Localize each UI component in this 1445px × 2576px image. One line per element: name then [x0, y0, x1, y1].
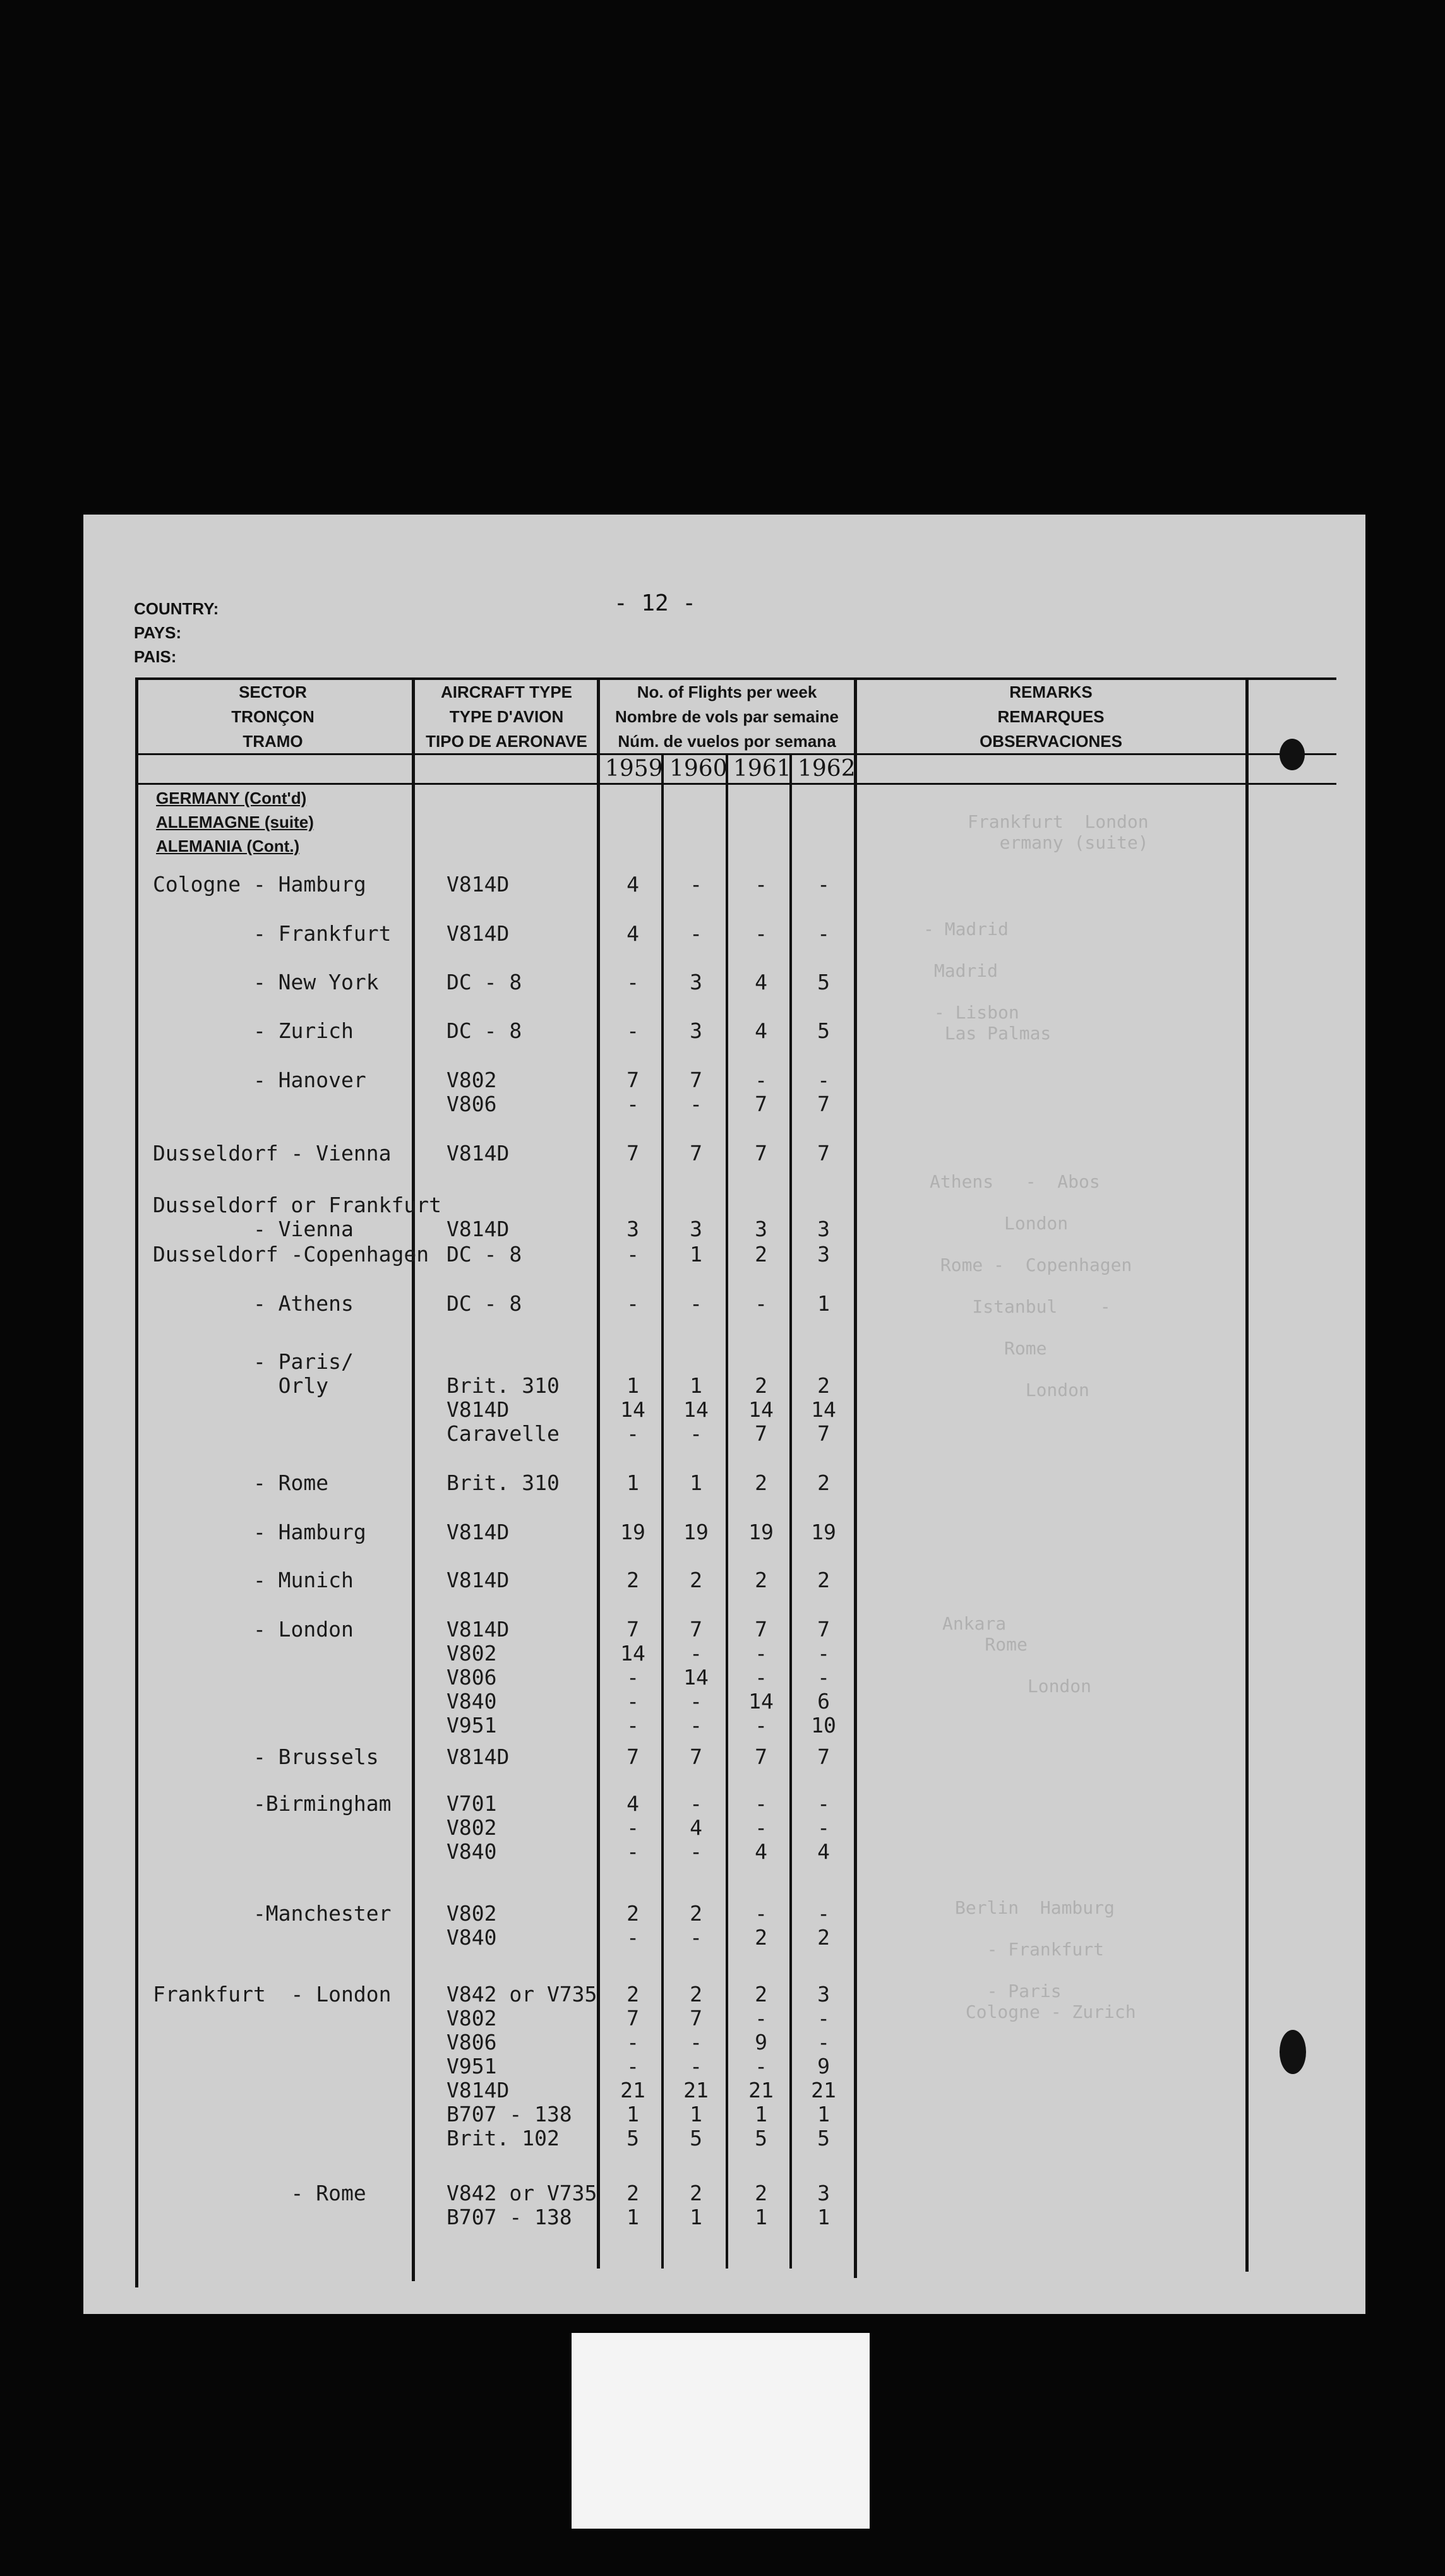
- flights-1961-cell: 2: [755, 1925, 767, 1950]
- bleed-through-text: Berlin Hamburg - Frankfurt - Paris Cologne - Zurich: [955, 1897, 1136, 2022]
- aircraft-header-en: AIRCRAFT TYPE: [441, 683, 572, 701]
- flights-1959-cell: 7: [627, 2006, 639, 2030]
- sector-text: - Rome: [153, 2181, 366, 2205]
- year-1962: 1962: [798, 756, 856, 782]
- sector-text: Dusseldorf - Vienna: [153, 1141, 392, 1166]
- flights-1962-cell: 4: [817, 1839, 830, 1864]
- flights-1960-cell: 7: [690, 1068, 702, 1092]
- aircraft-cell: V806: [447, 1092, 497, 1116]
- flights-1962-cell: 3: [817, 1242, 830, 1267]
- aircraft-header-es: TIPO DE AERONAVE: [426, 732, 587, 751]
- flights-1962-cell: 5: [817, 970, 830, 994]
- flights-1961-cell: -: [755, 1068, 767, 1092]
- sector-text: Cologne - Hamburg: [153, 872, 366, 897]
- flights-1961-cell: 4: [755, 1839, 767, 1864]
- flights-1962-cell: 9: [817, 2054, 830, 2078]
- sector-cell: [153, 1292, 354, 1316]
- flights-1960-cell: 14: [683, 1665, 709, 1690]
- flights-1961-cell: -: [755, 1713, 767, 1738]
- sector-cell: [153, 1792, 392, 1816]
- flights-1959-cell: 1: [627, 1470, 639, 1495]
- flights-1959-cell: -: [627, 1839, 639, 1864]
- sector-text: - Frankfurt: [153, 921, 392, 946]
- sector-text: - New York: [153, 970, 379, 994]
- flights-header-es: Núm. de vuelos por semana: [618, 732, 836, 751]
- flights-1961-cell: -: [755, 1815, 767, 1840]
- country-heading-fr: ALLEMAGNE (suite): [156, 813, 314, 832]
- flights-1960-cell: 7: [690, 2006, 702, 2030]
- country-heading: [156, 786, 314, 858]
- aircraft-header: [414, 680, 599, 754]
- col-1959-divider: [661, 753, 664, 2269]
- flights-1959-cell: 3: [627, 1217, 639, 1241]
- flights-1960-cell: 4: [690, 1815, 702, 1840]
- flights-1959-cell: -: [627, 2054, 639, 2078]
- flights-1961-cell: 2: [755, 1242, 767, 1267]
- aircraft-cell: Caravelle: [447, 1421, 560, 1446]
- col-1961-divider: [789, 753, 792, 2269]
- flights-1961-cell: 7: [755, 1092, 767, 1116]
- remarks-header-es: OBSERVACIONES: [980, 732, 1122, 751]
- aircraft-cell: DC - 8: [447, 970, 522, 994]
- flights-1959-cell: 19: [620, 1520, 645, 1544]
- flights-1962-cell: 3: [817, 2181, 830, 2205]
- aircraft-cell: V802: [447, 1815, 497, 1840]
- flights-1962-cell: -: [817, 2030, 830, 2054]
- flights-1959-cell: 1: [627, 2205, 639, 2229]
- aircraft-cell: V814D: [447, 1397, 510, 1422]
- flights-1961-cell: 19: [748, 1520, 774, 1544]
- sector-cell: [153, 873, 366, 897]
- flights-1960-cell: 5: [690, 2126, 702, 2150]
- flights-1959-cell: 1: [627, 1373, 639, 1398]
- flights-1962-cell: -: [817, 1901, 830, 1926]
- aircraft-cell: V802: [447, 1641, 497, 1666]
- flights-1961-cell: 1: [755, 2102, 767, 2126]
- flights-1960-cell: 1: [690, 1470, 702, 1495]
- flights-1962-cell: 5: [817, 2126, 830, 2150]
- sector-text: - Hamburg: [153, 1520, 366, 1544]
- flights-1961-cell: -: [755, 1641, 767, 1666]
- aircraft-cell: V814D: [447, 1217, 510, 1241]
- aircraft-cell: V951: [447, 1713, 497, 1738]
- flights-1961-cell: 14: [748, 1689, 774, 1714]
- pays-label: PAYS:: [134, 623, 182, 642]
- sector-cell: [153, 1471, 328, 1495]
- flights-divider: [854, 677, 857, 2278]
- flights-1962-cell: 2: [817, 1568, 830, 1592]
- hole-punch: [1280, 2030, 1306, 2074]
- flights-1961-cell: -: [755, 2054, 767, 2078]
- sector-cell: [153, 1243, 429, 1267]
- flights-1960-cell: -: [690, 1421, 702, 1446]
- flights-1962-cell: 6: [817, 1689, 830, 1714]
- aircraft-cell: V842 or V735: [447, 2181, 597, 2205]
- flights-1960-cell: 1: [690, 1373, 702, 1398]
- flights-1962-cell: 10: [811, 1713, 836, 1738]
- flights-1962-cell: 2: [817, 1373, 830, 1398]
- sector-text: - Munich: [153, 1568, 354, 1592]
- flights-1960-cell: -: [690, 1791, 702, 1816]
- flights-1961-cell: 2: [755, 2181, 767, 2205]
- flights-1962-cell: 1: [817, 2102, 830, 2126]
- aircraft-cell: V842 or V735: [447, 1982, 597, 2007]
- sector-text: - London: [153, 1617, 354, 1642]
- flights-1961-cell: 1: [755, 2205, 767, 2229]
- flights-1960-cell: -: [690, 2030, 702, 2054]
- sector-cell: [153, 1520, 366, 1544]
- sector-header-en: SECTOR: [239, 683, 307, 701]
- flights-1959-cell: 2: [627, 1901, 639, 1926]
- aircraft-cell: DC - 8: [447, 1018, 522, 1043]
- flights-1959-cell: -: [627, 1925, 639, 1950]
- flights-1959-cell: -: [627, 1815, 639, 1840]
- flights-1960-cell: 3: [690, 1018, 702, 1043]
- flights-1959-cell: -: [627, 1018, 639, 1043]
- flights-1962-cell: 14: [811, 1397, 836, 1422]
- sector-text: -Manchester: [153, 1901, 392, 1926]
- flights-1960-cell: 1: [690, 1242, 702, 1267]
- flights-1959-cell: -: [627, 2030, 639, 2054]
- sector-text: - Paris/: [153, 1349, 354, 1374]
- flights-1962-cell: -: [817, 1791, 830, 1816]
- flights-1960-cell: 1: [690, 2102, 702, 2126]
- white-card: [572, 2333, 870, 2529]
- flights-1959-cell: 2: [627, 1982, 639, 2007]
- sector-cell: [153, 1745, 379, 1769]
- aircraft-cell: V806: [447, 1665, 497, 1690]
- flights-1962-cell: 7: [817, 1744, 830, 1769]
- sector-text: - Zurich: [153, 1018, 354, 1043]
- sector-text: - Vienna: [153, 1217, 354, 1241]
- flights-1959-cell: 4: [627, 872, 639, 897]
- sector-cell: [153, 1142, 392, 1166]
- country-label: COUNTRY:: [134, 599, 219, 618]
- flights-1962-cell: 1: [817, 2205, 830, 2229]
- flights-1961-cell: -: [755, 2006, 767, 2030]
- sector-cell: [153, 2181, 366, 2205]
- flights-1961-cell: 5: [755, 2126, 767, 2150]
- flights-1962-cell: -: [817, 872, 830, 897]
- flights-1960-cell: 21: [683, 2078, 709, 2102]
- aircraft-cell: B707 - 138: [447, 2205, 572, 2229]
- sector-cell: [153, 1068, 366, 1092]
- flights-1960-cell: -: [690, 1291, 702, 1316]
- country-heading-es: ALEMANIA (Cont.): [156, 837, 300, 856]
- sector-cell: [153, 1019, 354, 1043]
- bleed-through-text: Frankfurt London ermany (suite): [968, 811, 1149, 853]
- flights-1959-cell: 7: [627, 1068, 639, 1092]
- flights-1959-cell: -: [627, 1689, 639, 1714]
- flights-1960-cell: -: [690, 1641, 702, 1666]
- flights-1960-cell: -: [690, 872, 702, 897]
- flights-1959-cell: -: [627, 1242, 639, 1267]
- sector-text: - Rome: [153, 1470, 329, 1495]
- document-page: [83, 515, 1365, 2314]
- aircraft-cell: V802: [447, 2006, 497, 2030]
- aircraft-cell: V701: [447, 1791, 497, 1816]
- aircraft-header-fr: TYPE D'AVION: [449, 707, 564, 726]
- flights-1960-cell: -: [690, 1925, 702, 1950]
- pais-label: PAIS:: [134, 647, 177, 666]
- flights-header-fr: Nombre de vols par semaine: [615, 707, 839, 726]
- aircraft-cell: DC - 8: [447, 1242, 522, 1267]
- flights-1959-cell: 7: [627, 1617, 639, 1642]
- aircraft-cell: V814D: [447, 1520, 510, 1544]
- flights-1960-cell: -: [690, 1713, 702, 1738]
- flights-1961-cell: 2: [755, 1982, 767, 2007]
- flights-1962-cell: 7: [817, 1141, 830, 1166]
- aircraft-cell: V814D: [447, 1141, 510, 1166]
- aircraft-cell: V840: [447, 1925, 497, 1950]
- flights-1962-cell: 3: [817, 1217, 830, 1241]
- aircraft-cell: V814D: [447, 921, 510, 946]
- flights-1959-cell: -: [627, 1092, 639, 1116]
- sector-text: Frankfurt - London: [153, 1982, 392, 2007]
- aircraft-cell: DC - 8: [447, 1291, 522, 1316]
- flights-1961-cell: 9: [755, 2030, 767, 2054]
- flights-1961-cell: -: [755, 1291, 767, 1316]
- flights-1961-cell: 2: [755, 1373, 767, 1398]
- flights-1961-cell: 3: [755, 1217, 767, 1241]
- flights-1960-cell: 2: [690, 2181, 702, 2205]
- flights-1962-cell: 19: [811, 1520, 836, 1544]
- flights-1959-cell: 7: [627, 1744, 639, 1769]
- flights-1962-cell: -: [817, 2006, 830, 2030]
- flights-1961-cell: -: [755, 1901, 767, 1926]
- flights-1960-cell: 7: [690, 1141, 702, 1166]
- bleed-through-text: Ankara Rome London: [942, 1613, 1092, 1696]
- page-number: - 12 -: [614, 590, 697, 616]
- aircraft-cell: V802: [447, 1068, 497, 1092]
- flights-1962-cell: -: [817, 1068, 830, 1092]
- aircraft-cell: V814D: [447, 1617, 510, 1642]
- aircraft-cell: V814D: [447, 1568, 510, 1592]
- aircraft-cell: Brit. 310: [447, 1373, 560, 1398]
- flights-1959-cell: 21: [620, 2078, 645, 2102]
- remarks-header-en: REMARKS: [1009, 683, 1093, 701]
- country-heading-en: GERMANY (Cont'd): [156, 789, 307, 808]
- years-rule: [135, 783, 1336, 785]
- flights-1959-cell: 2: [627, 2181, 639, 2205]
- flights-1959-cell: 4: [627, 921, 639, 946]
- flights-1959-cell: -: [627, 1665, 639, 1690]
- flights-1960-cell: 2: [690, 1982, 702, 2007]
- sector-cell: [153, 970, 379, 994]
- sector-cell: [153, 922, 392, 946]
- flights-1961-cell: 7: [755, 1141, 767, 1166]
- flights-1962-cell: 5: [817, 1018, 830, 1043]
- flights-1959-cell: 7: [627, 1141, 639, 1166]
- sector-text: Orly: [153, 1373, 329, 1398]
- sector-cell: [153, 1350, 354, 1398]
- sector-divider: [412, 677, 415, 2281]
- sector-cell: [153, 1618, 354, 1642]
- flights-1962-cell: -: [817, 1815, 830, 1840]
- sector-header-fr: TRONÇON: [231, 707, 315, 726]
- flights-1961-cell: 7: [755, 1617, 767, 1642]
- sector-text: -Birmingham: [153, 1791, 392, 1816]
- flights-1959-cell: 14: [620, 1397, 645, 1422]
- flights-1960-cell: 3: [690, 1217, 702, 1241]
- flights-1959-cell: 4: [627, 1791, 639, 1816]
- aircraft-cell: V814D: [447, 1744, 510, 1769]
- flights-1960-cell: 7: [690, 1617, 702, 1642]
- flights-1960-cell: -: [690, 1839, 702, 1864]
- flights-1960-cell: 1: [690, 2205, 702, 2229]
- flights-1962-cell: 2: [817, 1470, 830, 1495]
- bleed-through-text: - Madrid Madrid - Lisbon Las Palmas: [923, 919, 1052, 1044]
- year-1960: 1960: [669, 756, 728, 782]
- flights-1962-cell: 3: [817, 1982, 830, 2007]
- sector-header: [140, 680, 405, 754]
- flights-1962-cell: 7: [817, 1092, 830, 1116]
- flights-1960-cell: 19: [683, 1520, 709, 1544]
- aircraft-cell: B707 - 138: [447, 2102, 572, 2126]
- flights-1960-cell: -: [690, 1689, 702, 1714]
- aircraft-cell: V802: [447, 1901, 497, 1926]
- flights-1960-cell: 2: [690, 1568, 702, 1592]
- flights-header-en: No. of Flights per week: [637, 683, 817, 701]
- sector-text: - Brussels: [153, 1744, 379, 1769]
- aircraft-cell: Brit. 102: [447, 2126, 560, 2150]
- year-1961: 1961: [733, 756, 791, 782]
- sector-cell: [153, 1902, 392, 1926]
- col-1960-divider: [726, 753, 728, 2269]
- flights-1960-cell: 7: [690, 1744, 702, 1769]
- flights-1961-cell: 4: [755, 1018, 767, 1043]
- flights-1961-cell: 7: [755, 1421, 767, 1446]
- flights-1961-cell: -: [755, 921, 767, 946]
- sector-header-es: TRAMO: [243, 732, 303, 751]
- aircraft-cell: V951: [447, 2054, 497, 2078]
- aircraft-cell: V840: [447, 1689, 497, 1714]
- remarks-header: [858, 680, 1244, 754]
- hole-punch: [1280, 739, 1305, 770]
- sector-text: Dusseldorf -Copenhagen: [153, 1242, 429, 1267]
- flights-1961-cell: -: [755, 1665, 767, 1690]
- flights-1962-cell: -: [817, 1641, 830, 1666]
- flights-1961-cell: -: [755, 872, 767, 897]
- right-border: [1245, 677, 1249, 2272]
- flights-1961-cell: 4: [755, 970, 767, 994]
- flights-1962-cell: 2: [817, 1925, 830, 1950]
- flights-1960-cell: -: [690, 2054, 702, 2078]
- flights-1961-cell: 2: [755, 1470, 767, 1495]
- flights-1961-cell: 2: [755, 1568, 767, 1592]
- flights-1959-cell: 5: [627, 2126, 639, 2150]
- flights-1959-cell: -: [627, 1291, 639, 1316]
- sector-text: - Athens: [153, 1291, 354, 1316]
- flights-1959-cell: 14: [620, 1641, 645, 1666]
- aircraft-divider: [597, 677, 600, 2269]
- flights-1960-cell: -: [690, 921, 702, 946]
- flights-1961-cell: -: [755, 1791, 767, 1816]
- flights-1962-cell: 7: [817, 1421, 830, 1446]
- sector-text: Dusseldorf or Frankfurt: [153, 1193, 441, 1217]
- flights-1962-cell: -: [817, 1665, 830, 1690]
- bleed-through-text: Athens - Abos London Rome - Copenhagen Istanbul - Rome London: [930, 1171, 1132, 1400]
- left-border: [135, 677, 138, 2287]
- sector-text: - Hanover: [153, 1068, 366, 1092]
- flights-1959-cell: -: [627, 1713, 639, 1738]
- flights-1961-cell: 21: [748, 2078, 774, 2102]
- flights-1959-cell: -: [627, 1421, 639, 1446]
- flights-1960-cell: 3: [690, 970, 702, 994]
- year-1959: 1959: [605, 756, 663, 782]
- sector-cell: [153, 1983, 392, 2007]
- sector-cell: [153, 1568, 354, 1592]
- flights-1960-cell: -: [690, 1092, 702, 1116]
- flights-1962-cell: -: [817, 921, 830, 946]
- aircraft-cell: V806: [447, 2030, 497, 2054]
- aircraft-cell: V840: [447, 1839, 497, 1864]
- flights-header: [600, 680, 854, 754]
- remarks-header-fr: REMARQUES: [997, 707, 1105, 726]
- sector-cell: [153, 1193, 441, 1241]
- aircraft-cell: V814D: [447, 872, 510, 897]
- aircraft-cell: Brit. 310: [447, 1470, 560, 1495]
- flights-1961-cell: 7: [755, 1744, 767, 1769]
- flights-1960-cell: 2: [690, 1901, 702, 1926]
- flights-1962-cell: 1: [817, 1291, 830, 1316]
- flights-1959-cell: 1: [627, 2102, 639, 2126]
- flights-1962-cell: 21: [811, 2078, 836, 2102]
- flights-1961-cell: 14: [748, 1397, 774, 1422]
- flights-1962-cell: 7: [817, 1617, 830, 1642]
- flights-1960-cell: 14: [683, 1397, 709, 1422]
- flights-1959-cell: -: [627, 970, 639, 994]
- aircraft-cell: V814D: [447, 2078, 510, 2102]
- flights-1959-cell: 2: [627, 1568, 639, 1592]
- country-labels: [134, 597, 219, 669]
